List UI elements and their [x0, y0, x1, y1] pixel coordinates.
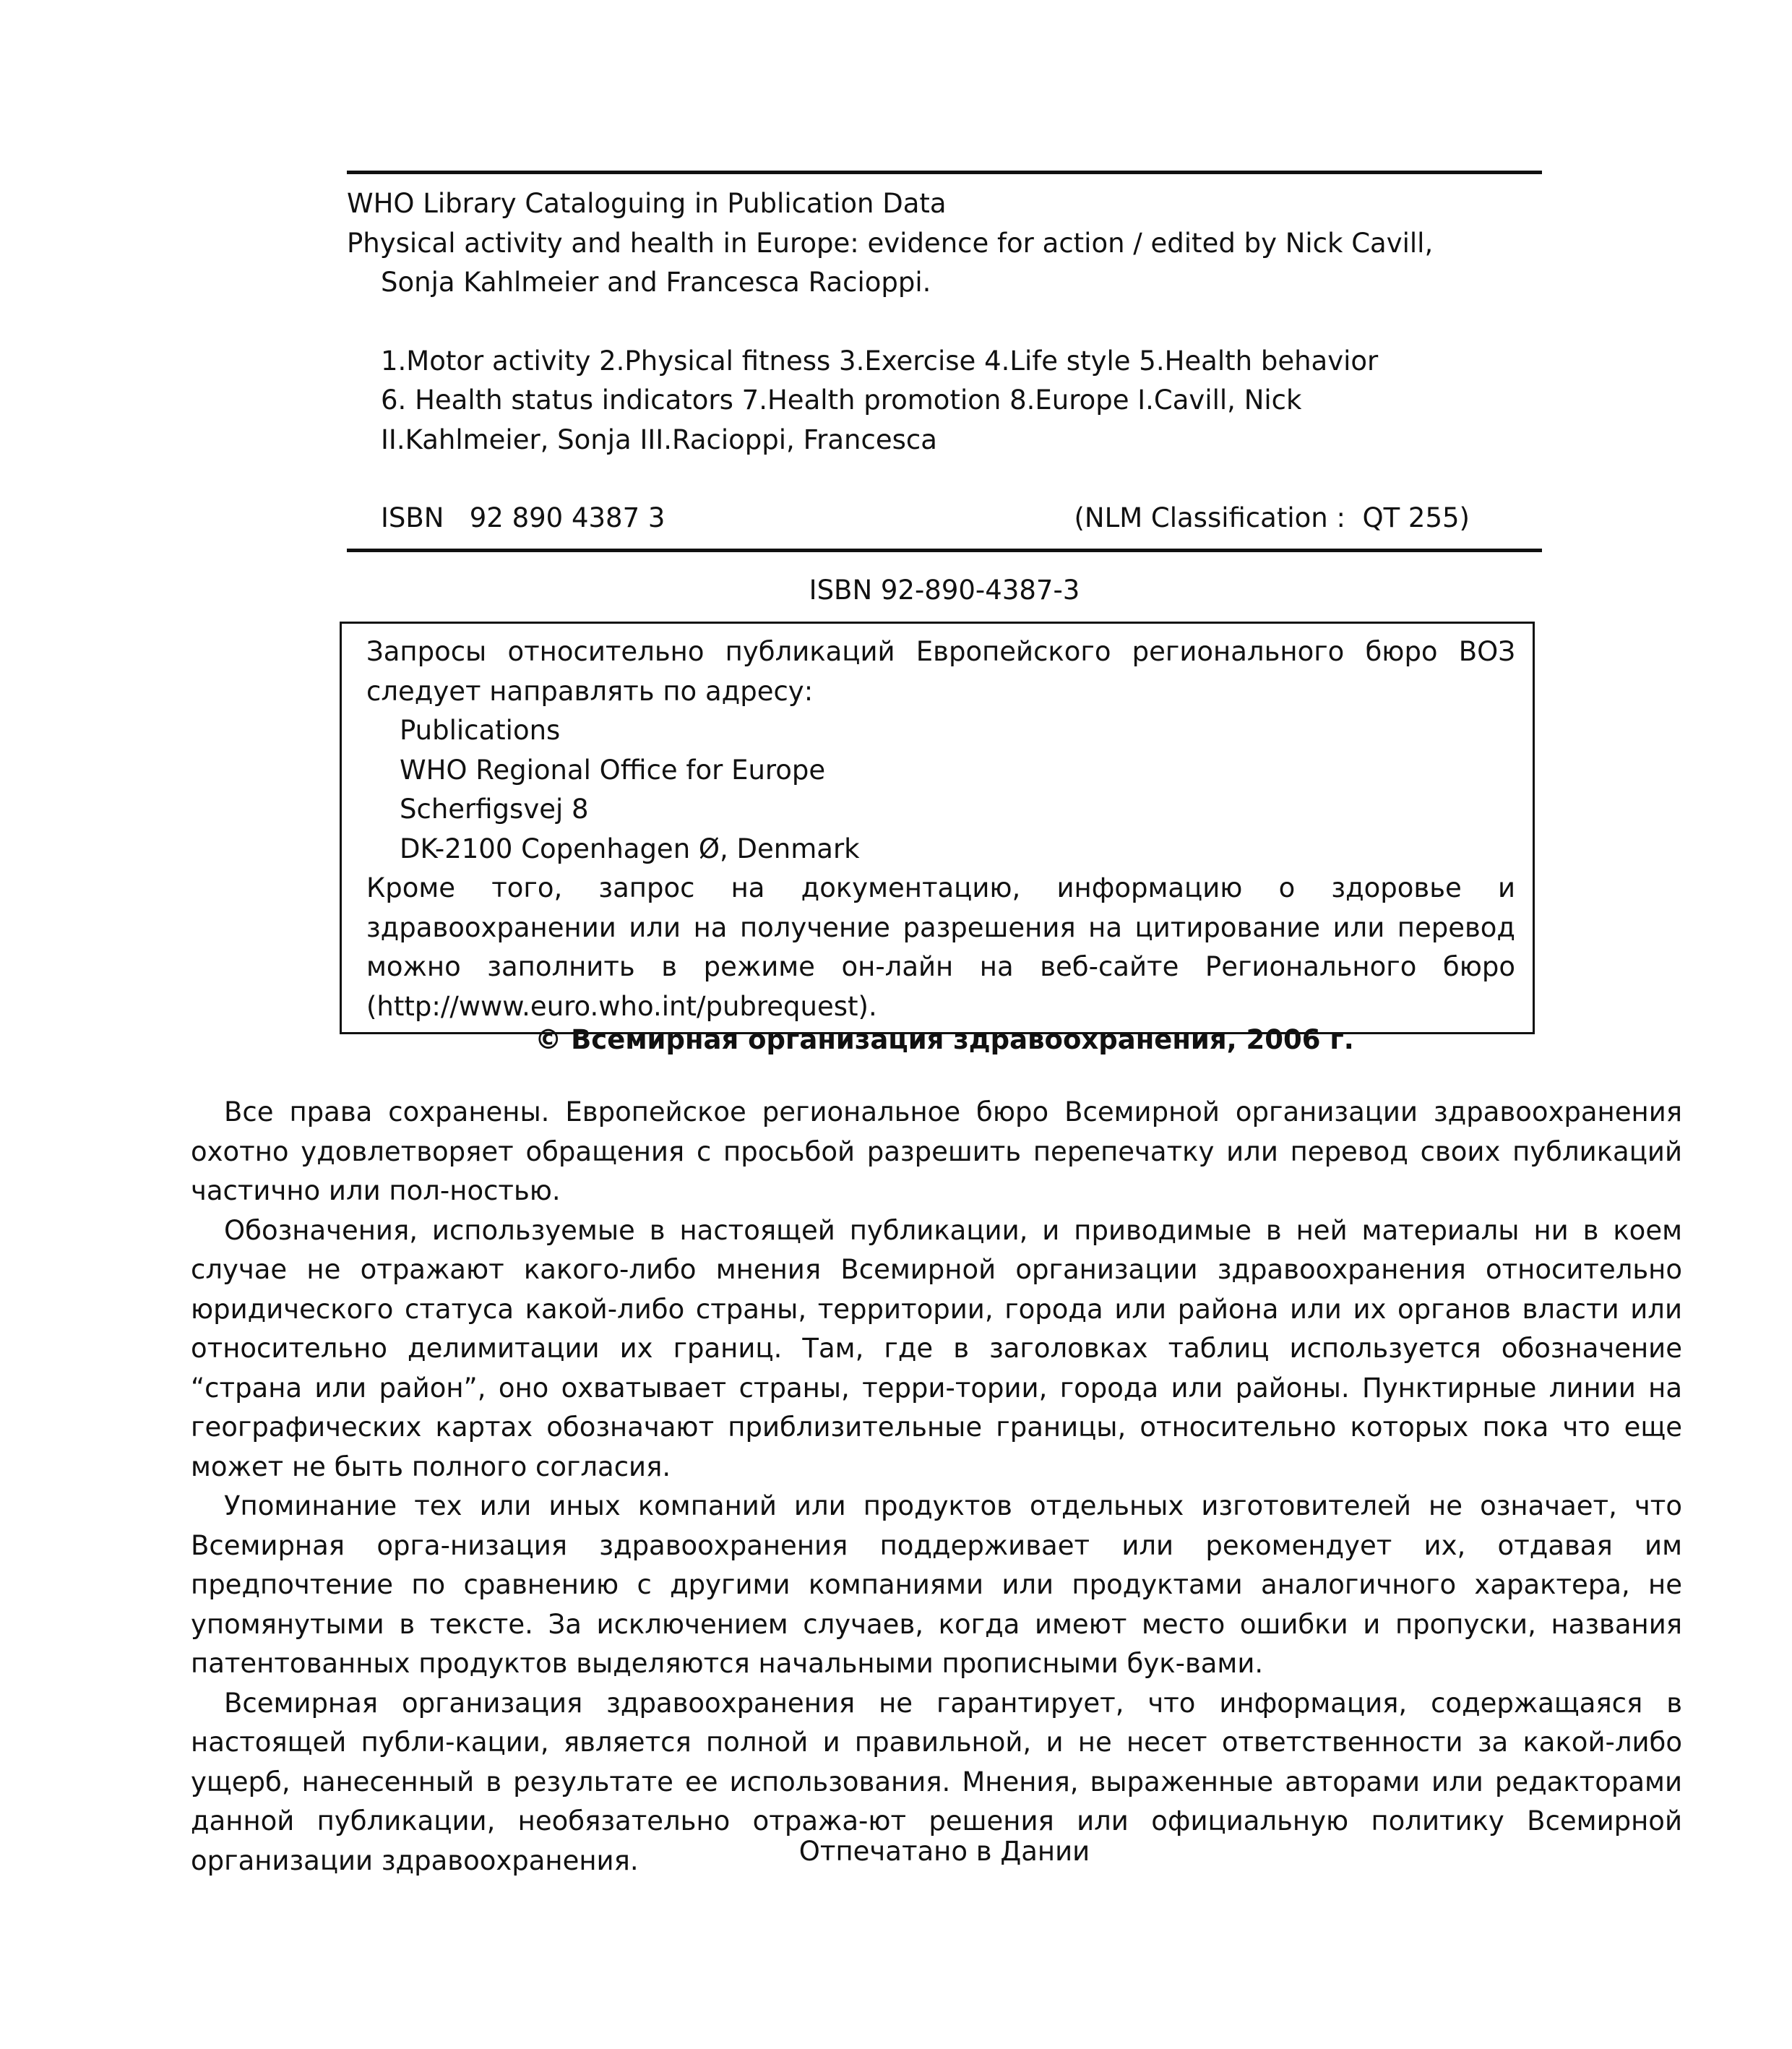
rights-paragraph-3: Упоминание тех или иных компаний или продуктов отдельных изготовителей не означает, что Всемирная орга-низация здравоохранения поддерживает или рекомендует их, отдавая им предпочтение по сравнению с другими компаниями или продуктами аналогичного характера, не упомянутыми в тексте. За исключением случаев, когда имеют место ошибки и пропуски, названия патентованных продуктов выделяются начальными прописными бук-вами. — [191, 1490, 1682, 1679]
cip-title-line-2: Sonja Kahlmeier and Francesca Racioppi. — [381, 267, 931, 298]
rights-paragraph-2: Обозначения, используемые в настоящей публикации, и приводимые в ней материалы ни в коем случае не отражают какого-либо мнения Всемирной организации здравоохранения относительно юридического статуса какой-либо страны, территории, города или района или их органов власти или относительно делимитации их границ. Там, где в заголовках таблиц используется обозначение “страна или район”, оно охватывает страны, терри-тории, города или районы. Пунктирные линии на географических картах обозначают приблизительные границы, относительно которых пока что еще может не быть полного согласия. — [191, 1214, 1682, 1482]
address-intro: Запросы относительно публикаций Европейского регионального бюро ВОЗ следует направлять по адресу: — [366, 636, 1515, 707]
copyright-notice: © Всемирная организация здравоохранения, 2006 г. — [535, 1024, 1354, 1055]
address-line-1: Publications — [400, 715, 561, 746]
cip-block — [347, 171, 1542, 552]
address-line-3: Scherfigsvej 8 — [400, 794, 589, 825]
address-box — [340, 622, 1535, 1034]
printed-in: Отпечатано в Дании — [798, 1836, 1090, 1867]
address-outro: Кроме того, запрос на документацию, информацию о здоровье и здравоохранении или на получение разрешения на цитирование или перевод можно заполнить в режиме он-лайн на веб-сайте Регионального бюро (http://www.euro.who.int/pubrequest). — [366, 872, 1515, 1022]
cip-isbn: ISBN 92 890 4387 3 — [381, 502, 665, 533]
cip-title-line-1: Physical activity and health in Europe: evidence for action / edited by Nick Cavill, — [347, 227, 1434, 259]
rights-text — [191, 1093, 1682, 1881]
cip-subjects-line-3: II.Kahlmeier, Sonja III.Racioppi, Francesca — [381, 424, 937, 455]
address-line-4: DK-2100 Copenhagen Ø, Denmark — [400, 833, 860, 864]
cip-subjects-line-1: 1.Motor activity 2.Physical fitness 3.Exercise 4.Life style 5.Health behavior — [381, 345, 1379, 377]
cip-heading: WHO Library Cataloguing in Publication Data — [347, 188, 947, 219]
isbn-row — [347, 499, 1542, 538]
cip-subjects-line-2: 6. Health status indicators 7.Health promotion 8.Europe I.Cavill, Nick — [381, 385, 1302, 416]
cip-nlm-classification: (NLM Classification : QT 255) — [1074, 502, 1470, 533]
isbn-line: ISBN 92-890-4387-3 — [809, 575, 1080, 606]
rights-paragraph-1: Все права сохранены. Европейское региональное бюро Всемирной организации здравоохранения охотно удовлетворяет обращения с просьбой разрешить перепечатку или перевод своих публикаций частично или пол-ностью. — [191, 1096, 1682, 1206]
rights-paragraph-4: Всемирная организация здравоохранения не гарантирует, что информация, содержащаяся в настоящей публи-кации, является полной и правильной, и не несет ответственности за какой-либо ущерб, нанесенный в результате ее использования. Мнения, выраженные авторами или редакторами данной публикации, необязательно отража-ют решения или официальную политику Всемирной организации здравоохранения. — [191, 1687, 1682, 1876]
address-line-2: WHO Regional Office for Europe — [400, 754, 826, 786]
